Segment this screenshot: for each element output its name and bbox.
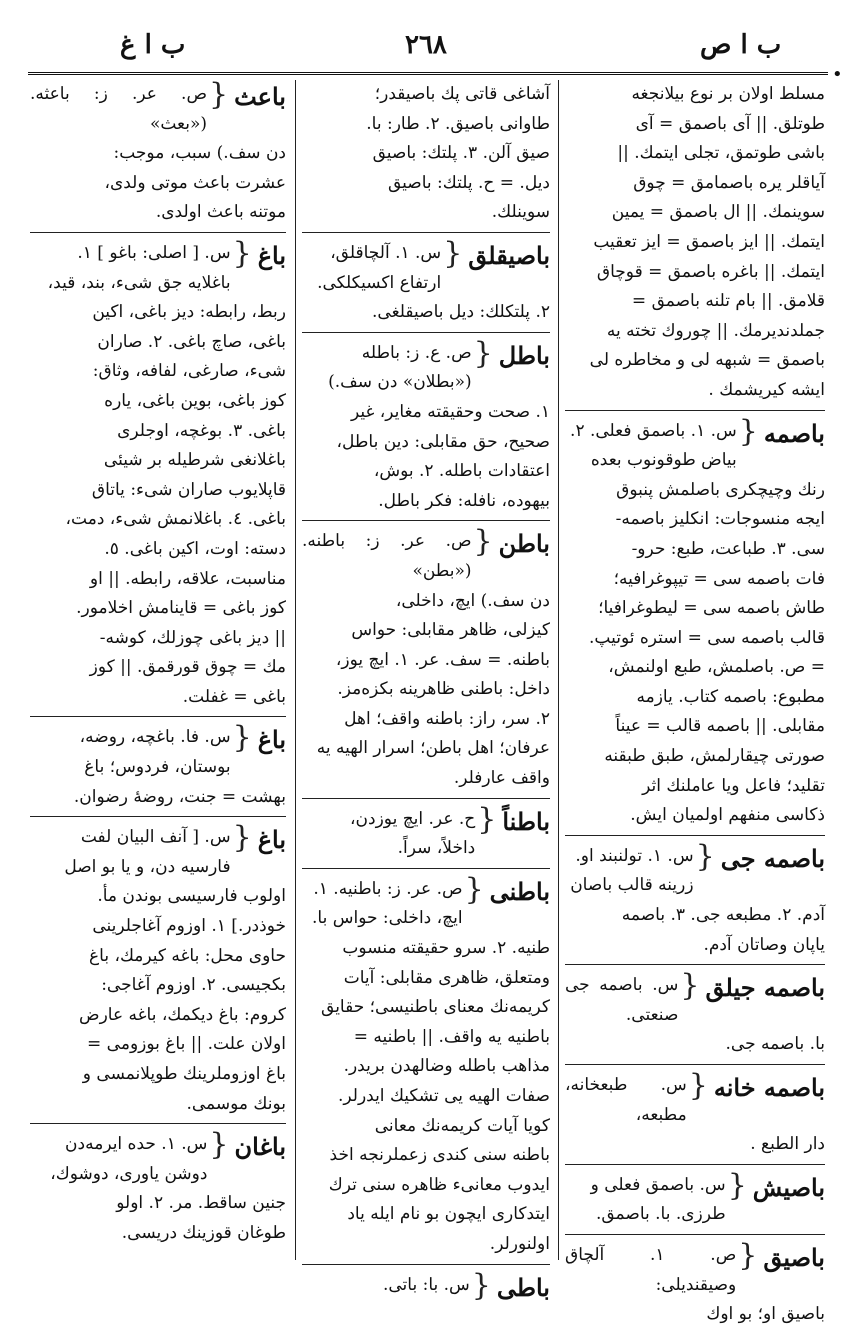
text-line: ایدوب معانیء ظاهره سنی ترك xyxy=(328,1174,550,1195)
text-line: سی. ٣. طباعت، طبع: حرو- xyxy=(631,538,825,559)
text-line: اولان علت. || باغ بوزومی = xyxy=(87,1034,286,1055)
text-line: سوینلك. xyxy=(491,202,550,223)
entry-basiklik xyxy=(302,235,550,333)
headword: باطن xyxy=(498,529,550,559)
text-line: آدم. ٢. مطبعه جی. ٣. باصمه xyxy=(621,905,825,926)
brace: { xyxy=(232,720,252,756)
text-line: تقلید؛ فاعل ویا عاملنك اثر xyxy=(642,775,825,796)
text-line: باغلایه جق شیء، بند، قید، xyxy=(47,272,231,293)
text-line: داخلاً، سراً. xyxy=(397,838,476,859)
header-left-guideword: ب ا غ xyxy=(120,30,186,60)
entry-bag-1 xyxy=(30,235,286,718)
text-line: اولنورلر. xyxy=(489,1233,550,1254)
text-line: کیزلی، ظاهر مقابلی: حواس xyxy=(351,620,550,641)
text-line: کوز باغی = قاینامش اخلامور. xyxy=(76,598,286,619)
text-line: مقابلی. || باصمه قالب = عیناً xyxy=(615,716,825,737)
headword: باغ xyxy=(257,725,286,755)
text-line: موتنه باعث اولدی. xyxy=(155,202,286,223)
entry-basmacilik xyxy=(565,968,825,1065)
column-middle xyxy=(302,80,550,1303)
text-line: ص. عر. ز: باطنیه. ١. xyxy=(313,878,463,899)
headword: باغان xyxy=(234,1132,286,1162)
text-line: جنین ساقط. مر. ٢. اولو xyxy=(116,1193,286,1214)
entry-batil xyxy=(302,335,550,522)
brace: { xyxy=(209,77,229,112)
text-line: مناسبت، علاقه، رابطه. || او xyxy=(89,568,286,589)
text-line: بهشت = جنت، روضهٔ رضوان. xyxy=(73,786,286,807)
entry-continuation xyxy=(302,80,550,233)
text-line: ذکاسی منفهم اولمیان ایش. xyxy=(630,805,825,826)
text-line: طاش باصمه سی = لیطوغرافیا؛ xyxy=(598,598,825,619)
text-line: صفات الهیه یی تشکیك ایدرلر. xyxy=(337,1086,550,1106)
brace: { xyxy=(477,801,497,837)
text-line: دیل. = ح. پلتك: باصیق xyxy=(387,172,550,193)
entry-bais xyxy=(30,77,286,233)
entry-batin xyxy=(302,524,550,798)
brace: { xyxy=(738,413,758,449)
text-line: دار الطبع . xyxy=(750,1134,825,1155)
text-line: باطنه سنی کندی زعملرنجه اخذ xyxy=(329,1145,550,1166)
text-line: زرینه قالب باصان xyxy=(570,875,694,896)
column-divider-left xyxy=(295,80,296,1260)
text-line: ومتعلق، ظاهری مقابلی: آیات xyxy=(343,967,550,988)
text-line: واقف عارفلر. xyxy=(453,768,550,789)
brace: { xyxy=(738,1237,758,1273)
text-line: بوستان، فردوس؛ باغ xyxy=(84,757,231,778)
text-line: ٢. پلتکلك: دیل باصیقلغی. xyxy=(372,302,550,323)
text-line: با. باصمه جی. xyxy=(725,1034,825,1055)
entry-batinen xyxy=(302,801,550,869)
text-line: ایتمك. || باغره باصمق = قوچاق xyxy=(596,261,825,282)
text-line: فات باصمه سی = تیپوغرافیه؛ xyxy=(613,568,825,589)
headword: باغ xyxy=(257,240,286,270)
brace: { xyxy=(688,1068,708,1103)
text-line: شیء، صارغی، لفافه، وثاق: xyxy=(92,361,286,382)
text-line: س. باصمه جی صنعتی. xyxy=(565,975,679,1025)
text-line: باغلانغی شرطیله بر شیئی xyxy=(103,450,286,471)
page-header xyxy=(30,30,830,70)
text-line: ٢. سر، راز: باطنه واقف؛ اهل xyxy=(344,708,550,729)
text-line: بونك موسمی. xyxy=(186,1093,286,1114)
headword: باصمه جی xyxy=(720,843,825,873)
text-line: طنیه. ٢. سرو حقیقته منسوب xyxy=(342,938,550,959)
text-line: ١. صحت وحقیقته مغایر، غیر xyxy=(350,401,550,422)
text-line: عرفان؛ اهل باطن؛ اسرار الهیه یه xyxy=(316,738,550,759)
text-line: مسلط اولان بر نوع بیلانجغه xyxy=(631,84,825,104)
page-number: ٢٦٨ xyxy=(405,30,447,60)
entry-continuation xyxy=(565,80,825,411)
text-line: طاوانی باصیق. ٢. طار: با. xyxy=(366,113,550,134)
text-line: کریمه‌نك معنای باطنیسی؛ حقایق xyxy=(321,997,550,1018)
text-line: اولوب فارسیسی بوندن مأ. xyxy=(97,886,286,907)
text-line: دن سف.) ایچ، داخلی، xyxy=(395,590,550,611)
text-line: = ص. باصلمش، طبع اولنمش، xyxy=(608,657,825,678)
text-line: آیاقلر یره باصمامق = چوق xyxy=(633,172,825,193)
margin-dot: • xyxy=(832,64,843,85)
text-line: کروم: باغ دیکمك، باغه عارض xyxy=(79,1004,286,1025)
headword: باصمه xyxy=(763,418,825,448)
text-line: مك = چوق قورقمق. || کوز xyxy=(89,657,286,678)
text-line: س. طبعخانه، مطبعه، xyxy=(565,1075,687,1125)
text-line: س. با: باتی. xyxy=(382,1274,470,1295)
text-line: باصیق او؛ بو اوك xyxy=(706,1304,825,1325)
entry-basma xyxy=(565,413,825,836)
text-line: س. [ اصلی: باغو ] ١. xyxy=(77,242,231,263)
text-line: صورتی چیقارلمش، طبق طبقنه xyxy=(604,746,825,767)
text-line: یاپان وصاتان آدم. xyxy=(703,934,825,955)
text-line: خوذدر.] ١. اوزوم آغاجلرینی xyxy=(92,916,286,937)
text-line: بیهوده، نافله: فکر باطل. xyxy=(378,490,550,511)
text-line: ص. ع. ز: باطله xyxy=(361,342,472,363)
text-line: ربط، رابطه: دیز باغی، اکین xyxy=(92,302,286,323)
text-line: اعتقادات باطله. ٢. بوش، xyxy=(373,461,550,482)
headword: باصمه خانه xyxy=(713,1073,825,1102)
text-line: باطنه. = سف. عر. ١. ایچ یوز، xyxy=(335,649,550,670)
text-line: دسته: اوت، اکین باغی. ٥. xyxy=(104,538,286,559)
text-line: آشاغی قاتی پك باصیقدر؛ xyxy=(374,84,550,104)
text-line: طوتلق. || آی باصمق = آی xyxy=(635,113,825,134)
text-line: رنك وچیچکری باصلمش پنبوق xyxy=(616,479,825,500)
brace: { xyxy=(443,235,463,271)
headword: باغ xyxy=(257,825,286,855)
entry-bag-2 xyxy=(30,720,286,817)
text-line: باشی طوتمق، تجلی ایتمك. || xyxy=(617,143,825,164)
text-line: داخل: باطنی ظاهرینه بکزه‌مز. xyxy=(337,679,550,700)
text-line: س. ١. باصمق فعلی. ٢. xyxy=(570,420,737,441)
text-line: فارسیه دن، و یا بو اصل xyxy=(64,856,231,877)
brace: { xyxy=(695,838,715,874)
text-line: باغی. ٤. باغلانمش شیء، دمت، xyxy=(65,509,286,530)
headword: باصیق xyxy=(763,1242,825,1272)
entry-basmaci xyxy=(565,838,825,965)
entry-bagan xyxy=(30,1127,286,1252)
entry-basik xyxy=(565,1237,825,1334)
entry-basmahane xyxy=(565,1068,825,1165)
text-line: ص. عر. ز: باطنه. («بطن» xyxy=(302,531,472,581)
brace: { xyxy=(473,335,493,371)
text-line: ایجه منسوجات: انکلیز باصمه- xyxy=(615,509,825,530)
text-line: باصمق = شبهه لی و مخاطره لی xyxy=(589,350,825,371)
text-line: حاوی محل: باغه کیرمك، باغ xyxy=(89,945,286,966)
brace: { xyxy=(209,1127,229,1163)
text-line: ح. عر. ایچ یوزدن، xyxy=(350,808,476,829)
text-line: باغ اوزوملرینك طوپلانمسی و xyxy=(82,1064,286,1084)
text-line: قاپلایوب صاران شیء: یاتاق xyxy=(91,479,286,500)
text-line: ص. ١. آلچاق وصیقندیلی: xyxy=(565,1244,737,1295)
headword: باصیقلق xyxy=(468,240,550,270)
text-line: باغی، صاچ باغی. ٢. صاران xyxy=(97,331,286,352)
headword: باطی xyxy=(496,1272,550,1302)
text-line: باغی = غفلت. xyxy=(182,686,286,707)
text-line: صحیح، حق مقابلی: دین باطل، xyxy=(336,431,550,452)
headword: باطنی xyxy=(489,876,550,906)
text-line: ایچ، داخلی: حواس با. xyxy=(312,908,463,929)
brace: { xyxy=(232,235,252,271)
headword: باصمه جیلق xyxy=(705,973,825,1003)
brace: { xyxy=(471,1267,491,1303)
text-line: || دیز باغی چوزلك، کوشه- xyxy=(99,627,286,648)
text-line: مذاهب باطله وضالهدن بریدر. xyxy=(343,1056,550,1077)
text-line: ارتفاع اکسیکلکی. xyxy=(317,272,442,293)
column-right xyxy=(565,80,825,1325)
headword: باصیش xyxy=(752,1172,825,1202)
text-line: («بطلان» دن سف.) xyxy=(328,372,472,393)
text-line: قالب باصمه سی = استره ئوتیپ. xyxy=(589,627,825,648)
text-line: باغی. ٣. بوغچه، اوجلری xyxy=(117,420,286,441)
text-line: عشرت باعث موتی ولدی، xyxy=(104,172,286,193)
brace: { xyxy=(680,968,700,1004)
entry-bati xyxy=(302,1267,550,1305)
text-line: س. فا. باغچه، روضه، xyxy=(79,727,231,748)
text-line: س. [ آنف البیان لفت xyxy=(80,827,231,848)
text-line: دوشن یاوری، دوشوك، xyxy=(50,1163,208,1184)
header-right-guideword: ب ا ص xyxy=(700,30,782,60)
text-line: سوینمك. || ال باصمق = یمین xyxy=(611,202,825,223)
text-line: طوغان قوزینك دریسی. xyxy=(121,1222,286,1243)
column-left xyxy=(30,77,286,1270)
text-line: س. ١. حده ایرمه‌دن xyxy=(65,1134,208,1155)
text-line: ایتمك. || ایز باصمق = ایز تعقیب xyxy=(593,231,825,252)
text-line: ایتدکاری ایچون بو نام ایله یاد xyxy=(347,1204,550,1225)
headword: باعث xyxy=(234,82,286,111)
text-line: س. ١. تولنبند او. xyxy=(575,845,694,866)
text-line: بیاض طوقونوب بعده xyxy=(590,450,737,471)
entry-batini xyxy=(302,871,550,1265)
text-line: قلامق. || بام تلنه باصمق = xyxy=(631,291,825,312)
text-line: ایشه کیریشمك . xyxy=(708,379,825,400)
text-line: جملدندیرمك. || چوروك تخته یه xyxy=(606,320,825,341)
brace: { xyxy=(464,871,484,907)
headword: باطل xyxy=(498,340,550,370)
text-line: دن سف.) سبب، موجب: xyxy=(113,143,286,164)
text-line: طرزی. با. باصمق. xyxy=(595,1204,726,1225)
text-line: کوز باغی، بوین باغی، یاره xyxy=(104,390,286,411)
text-line: صیق آلن. ٣. پلتك: باصیق xyxy=(372,143,550,164)
column-divider-right xyxy=(558,80,559,1260)
brace: { xyxy=(232,820,252,856)
entry-basis xyxy=(565,1167,825,1235)
brace: { xyxy=(473,524,493,560)
text-line: ص. عر. ز: باعثه. («بعث» xyxy=(30,84,208,134)
headword: باطناً xyxy=(502,806,550,836)
text-line: بکجیسی. ٢. اوزوم آغاجی: xyxy=(101,975,286,996)
text-line: کویا آیات کریمه‌نك معانی xyxy=(374,1115,550,1136)
text-line: باطنیه یه واقف. || باطنیه = xyxy=(353,1026,550,1047)
text-line: مطبوع: باصمه کتاب. یازمه xyxy=(636,686,825,707)
text-line: س. ١. آلچاقلق، xyxy=(330,242,442,263)
text-line: س. باصمق فعلی و xyxy=(590,1174,726,1195)
entry-bag-3 xyxy=(30,820,286,1124)
brace: { xyxy=(727,1167,747,1203)
header-rule xyxy=(28,72,828,75)
